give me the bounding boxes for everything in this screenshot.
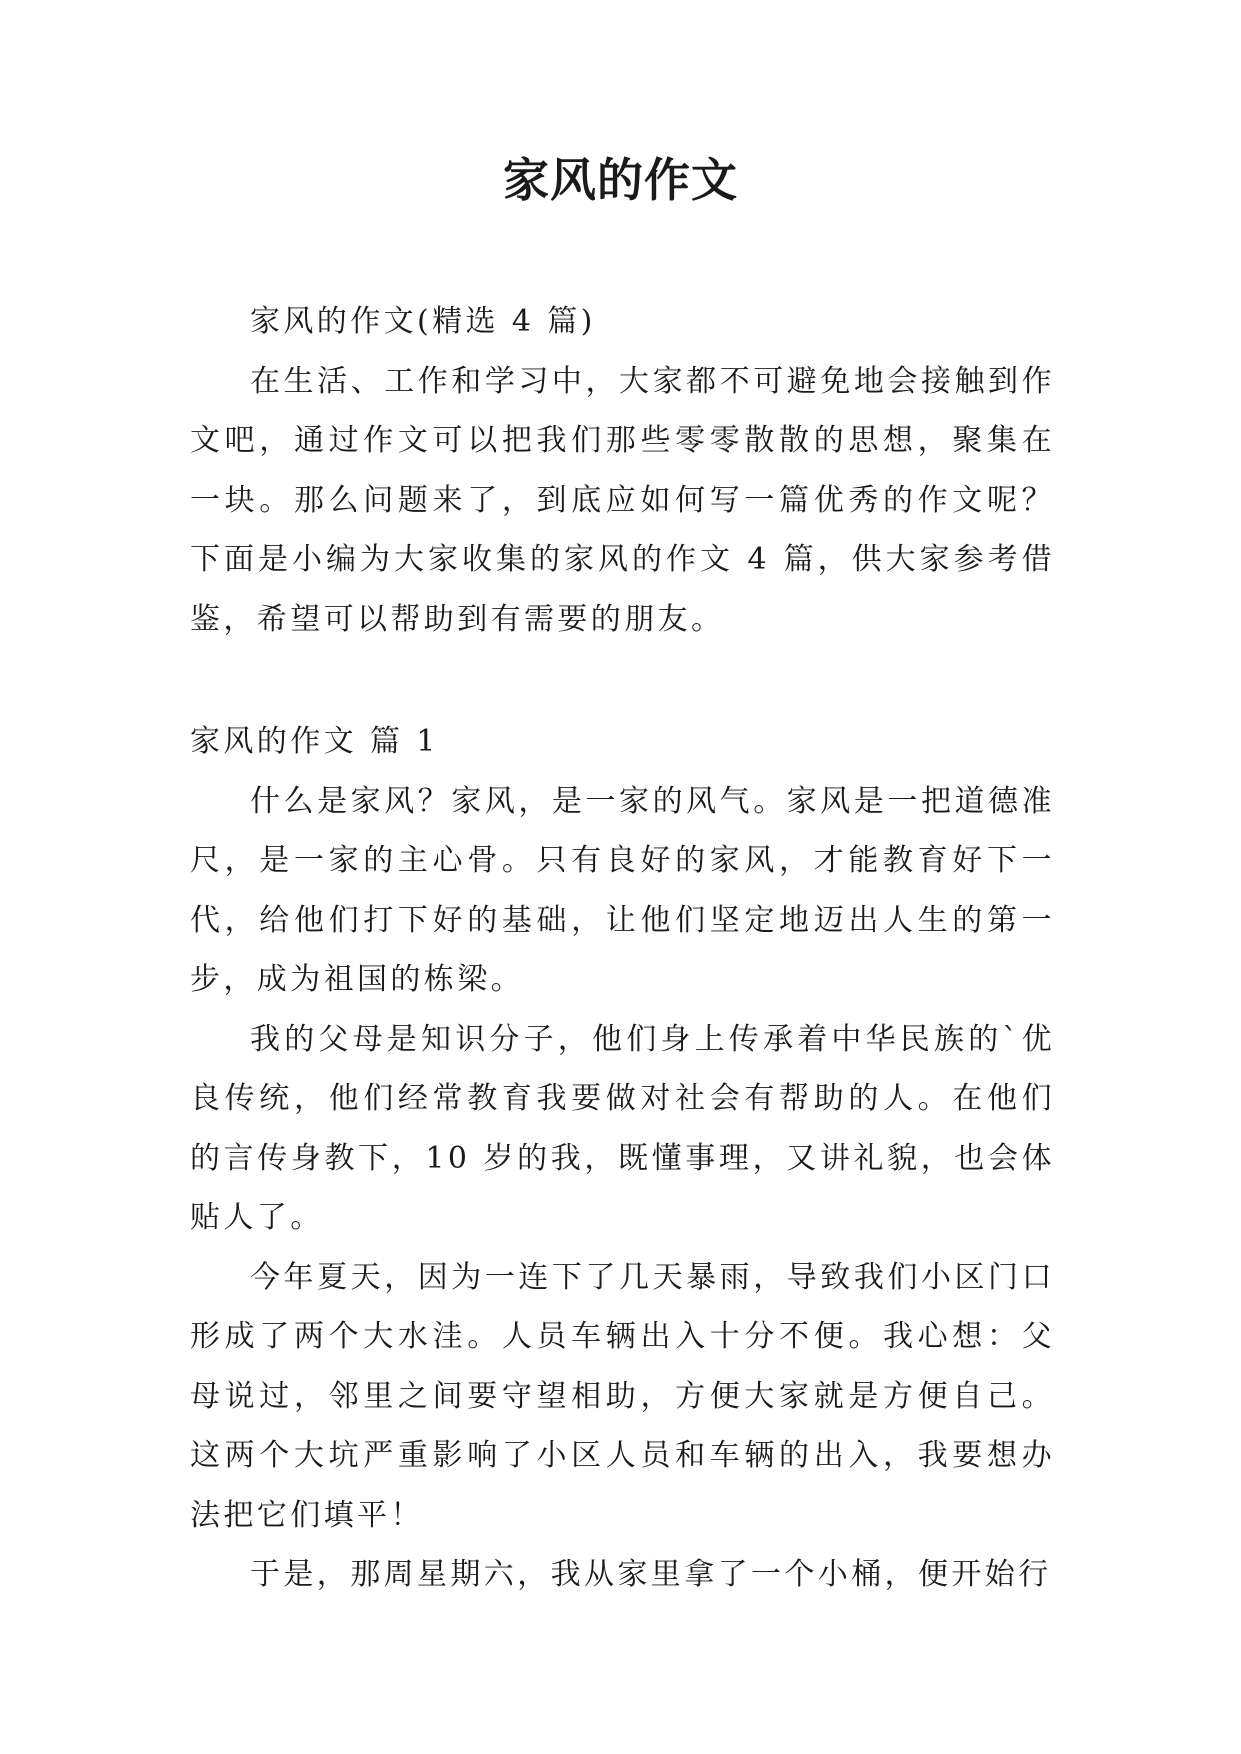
- document-body: [190, 292, 1055, 1605]
- section-paragraph: 于是，那周星期六，我从家里拿了一个小桶，便开始行: [250, 1557, 1052, 1592]
- section-paragraph: 今年夏天，因为一连下了几天暴雨，导致我们小区门口形成了两个大水洼。人员车辆出入十分不便。我心想：父母说过，邻里之间要守望相助，方便大家就是方便自己。这两个大坑严重影响了小区人员和车辆的出入，我要想办法把它们填平！: [190, 1259, 1055, 1533]
- intro-subtitle: 家风的作文(精选 4 篇): [250, 304, 596, 339]
- section-paragraph: 什么是家风？家风，是一家的风气。家风是一把道德准尺，是一家的主心骨。只有良好的家风，才能教育好下一代，给他们打下好的基础，让他们坚定地迈出人生的第一步，成为祖国的栋梁。: [190, 783, 1055, 997]
- intro-paragraph: 在生活、工作和学习中，大家都不可避免地会接触到作文吧，通过作文可以把我们那些零零散散的思想，聚集在一块。那么问题来了，到底应如何写一篇优秀的作文呢？下面是小编为大家收集的家风的作文 4 篇，供大家参考借鉴，希望可以帮助到有需要的朋友。: [190, 363, 1055, 637]
- section-paragraph: 我的父母是知识分子，他们身上传承着中华民族的`优良传统，他们经常教育我要做对社会有帮助的人。在他们的言传身教下，10 岁的我，既懂事理，又讲礼貌，也会体贴人了。: [190, 1021, 1055, 1235]
- section-heading: 家风的作文 篇 1: [190, 724, 439, 759]
- document-title: 家风的作文: [503, 153, 738, 207]
